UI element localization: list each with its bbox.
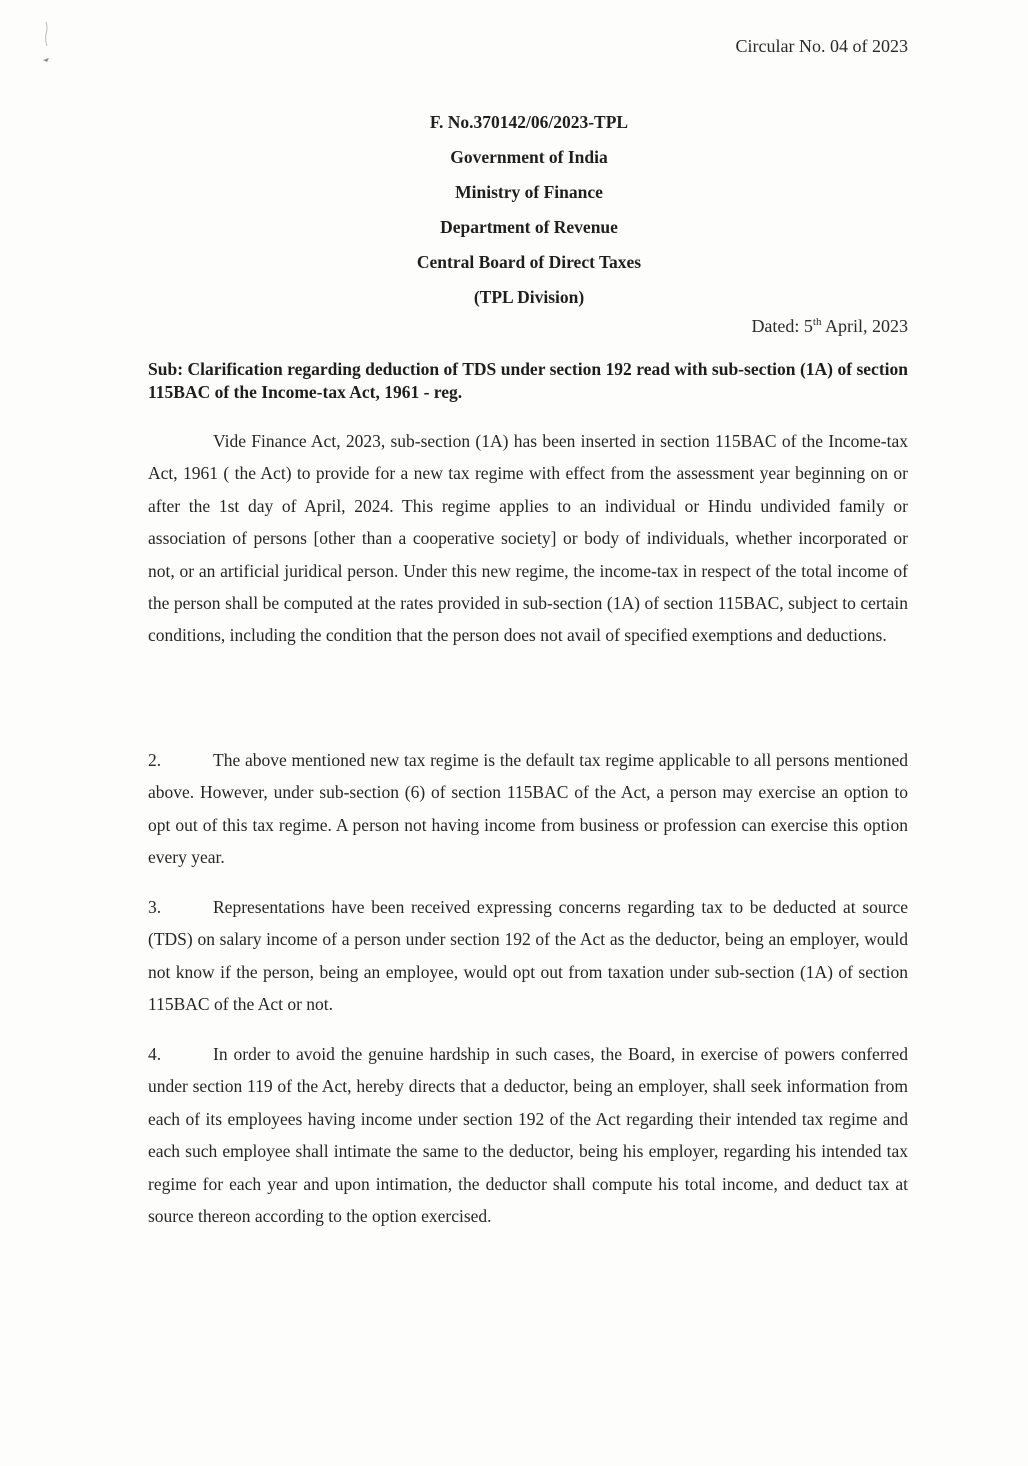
date-rest: April, 2023	[821, 316, 908, 336]
circular-number: Circular No. 04 of 2023	[735, 36, 908, 56]
paragraph-text: In order to avoid the genuine hardship in such cases, the Board, in exercise of powers conferred under section 119 of the Act, hereby directs that a deductor, being an employer, shall seek information from each of its employees having income under section 192 of the Act regarding their intended tax regime and each such employee shall intimate the same to the deductor, being his employer, regarding his intended tax regime for each year and upon intimation, the deductor shall compute his total income, and deduct tax at source thereon according to the option exercised.	[148, 1044, 908, 1227]
paragraph-2	[148, 744, 908, 874]
date-prefix: Dated: 5	[751, 316, 813, 336]
paragraph-number: 4.	[148, 1044, 162, 1064]
board-title: Central Board of Direct Taxes	[416, 252, 642, 272]
file-number: F. No.370142/06/2023-TPL	[429, 112, 629, 132]
subject-line: Sub: Clarification regarding deduction of TDS under section 192 read with sub-section (1A) of section 115BAC of the Income-tax Act, 1961 - reg.	[148, 359, 908, 402]
paragraph-number: 2.	[148, 750, 162, 770]
paragraph-4	[148, 1038, 908, 1232]
paragraph-number: 3.	[148, 897, 162, 917]
document-header	[0, 110, 1028, 320]
ministry-title: Ministry of Finance	[455, 182, 603, 202]
paragraph-text: The above mentioned new tax regime is the default tax regime applicable to all persons mentioned above. However, under sub-section (6) of section 115BAC of the Act, a person may exercise an option to opt out of this tax regime. A person not having income from business or profession can exercise this option every year.	[148, 750, 908, 868]
department-title: Department of Revenue	[440, 217, 618, 237]
paragraph-1: Vide Finance Act, 2023, sub-section (1A) has been inserted in section 115BAC of the Income-tax Act, 1961 ( the Act) to provide for a new tax regime with effect from the assessment year beginning on or after the 1st day of April, 2024. This regime applies to an individual or Hindu undivided family or association of persons [other than a cooperative society] or body of individuals, whether incorporated or not, or an artificial juridical person. Under this new regime, the income-tax in respect of the total income of the person shall be computed at the rates provided in sub-section (1A) of section 115BAC, subject to certain conditions, including the condition that the person does not avail of specified exemptions and deductions.	[148, 431, 908, 646]
paragraph-text: Representations have been received expressing concerns regarding tax to be deducted at source (TDS) on salary income of a person under section 192 of the Act as the deductor, being an employer, would not know if the person, being an employee, would opt out from taxation under sub-section (1A) of section 115BAC of the Act or not.	[148, 897, 908, 1015]
date-line	[751, 314, 908, 338]
paragraph-3	[148, 891, 908, 1021]
stamp-mark	[40, 20, 54, 70]
government-title: Government of India	[450, 147, 608, 167]
division-title: (TPL Division)	[473, 287, 585, 307]
date-superscript: th	[812, 316, 822, 328]
